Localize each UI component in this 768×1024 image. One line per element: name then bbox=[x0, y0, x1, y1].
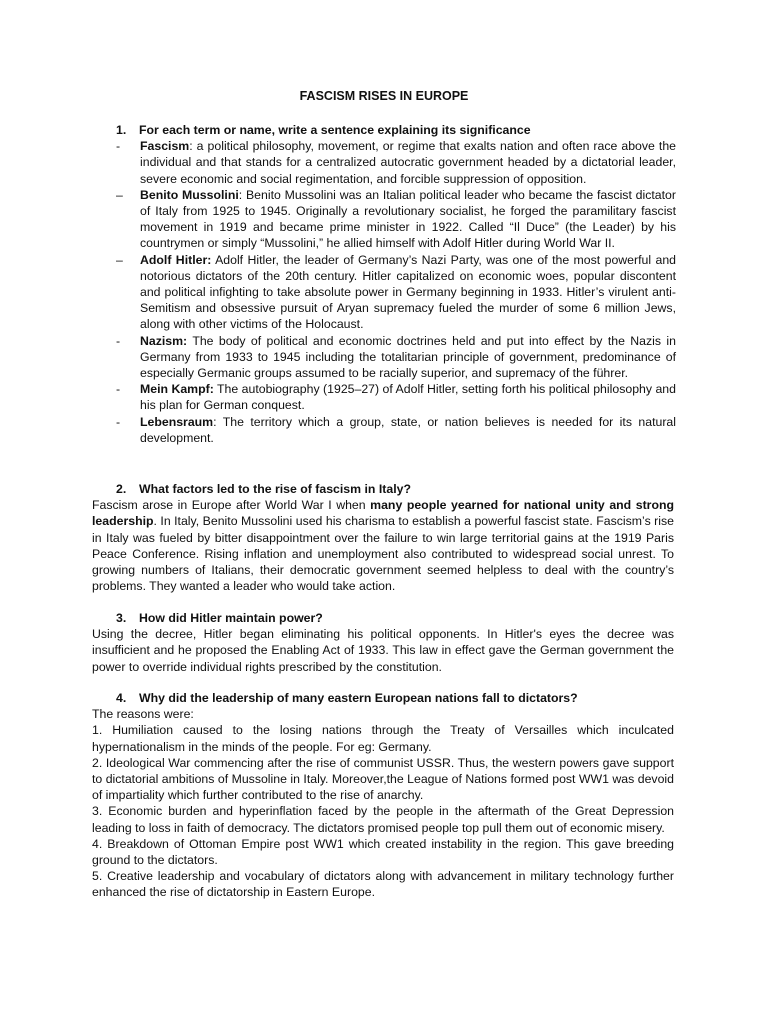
question-text: Why did the leadership of many eastern European nations fall to dictators? bbox=[139, 691, 578, 705]
question-text: How did Hitler maintain power? bbox=[139, 611, 323, 625]
term-list bbox=[116, 138, 676, 446]
question-3-answer: Using the decree, Hitler began eliminating his political opponents. In Hitler's eyes the decree was insufficient and he proposed the Enabling Act of 1933. This law in effect gave the German government the power to override individual rights prescribed by the constitution. bbox=[92, 627, 674, 674]
reason-item: 4. Breakdown of Ottoman Empire post WW1 which created instability in the region. This gave breeding ground to the dictators. bbox=[92, 836, 674, 868]
term-definition: Adolf Hitler, the leader of Germany’s Nazi Party, was one of the most powerful and notorious dictators of the 20th century. Hitler capitalized on economic woes, popular discontent and political infighting to take absolute power in Germany beginning in 1933. Hitler’s virulent anti-Semitism and obsessive pursuit of Aryan supremacy fueled the murder of some 6 million Jews, along with other victims of the Holocaust. bbox=[140, 252, 676, 332]
question-number: 3. bbox=[116, 611, 127, 625]
term-item-lebensraum: - Lebensraum: The territory which a group, state, or nation believes is needed for its natural development. bbox=[116, 414, 676, 445]
question-1 bbox=[116, 122, 676, 446]
document-title: FASCISM RISES IN EUROPE bbox=[299, 89, 469, 103]
term-name: Benito Mussolini bbox=[140, 187, 239, 202]
question-number: 4. bbox=[116, 691, 127, 705]
question-4-intro: The reasons were: bbox=[92, 707, 194, 722]
question-text: For each term or name, write a sentence explaining its significance bbox=[139, 123, 531, 137]
term-name: Adolf Hitler: bbox=[140, 252, 212, 267]
term-definition: Benito Mussolini was an Italian political leader who became the fascist dictator of Italy from 1925 to 1945. Originally a revolutionary socialist, he forged the paramilitary fascist movement in 1919 and became prime minister in 1922. Called “Il Duce” (the Leader) by his countrymen or simply “Mussolini,” he allied himself with Adolf Hitler during World War II. bbox=[140, 187, 676, 251]
term-name: Nazism: bbox=[140, 333, 188, 348]
reason-item: 3. Economic burden and hyperinflation faced by the people in the aftermath of the Great Depression leading to loss in faith of democracy. The dictators promised people top pull them out of economic misery. bbox=[92, 804, 674, 835]
reason-item: 1. Humiliation caused to the losing nations through the Treaty of Versailles which inculcated hypernationalism in the minds of the people. For eg: Germany. bbox=[92, 723, 674, 754]
question-4-heading bbox=[92, 690, 674, 706]
question-text: What factors led to the rise of fascism in Italy? bbox=[139, 482, 411, 496]
question-3 bbox=[92, 610, 674, 675]
term-item-hitler: – Adolf Hitler: Adolf Hitler, the leader of Germany’s Nazi Party, was one of the most powerful and notorious dictators of the 20th century. Hitler capitalized on economic woes, popular discontent and political infighting to take absolute power in Germany beginning in 1933. Hitler’s virulent anti-Semitism and obsessive pursuit of Aryan supremacy fueled the murder of some 6 million Jews, along with other victims of the Holocaust. bbox=[116, 252, 676, 332]
question-number: 1. bbox=[116, 123, 127, 137]
term-definition: The autobiography (1925–27) of Adolf Hitler, setting forth his political philosophy and his plan for German conquest. bbox=[140, 382, 676, 413]
term-definition: The territory which a group, state, or nation believes is needed for its natural development. bbox=[140, 414, 676, 445]
term-item-mussolini: – Benito Mussolini: Benito Mussolini was an Italian political leader who became the fascist dictator of Italy from 1925 to 1945. Originally a revolutionary socialist, he forged the paramilitary fascist movement in 1919 and became prime minister in 1922. Called “Il Duce” (the Leader) by his countrymen or simply “Mussolini,” he allied himself with Adolf Hitler during World War II. bbox=[116, 187, 676, 251]
term-name: Mein Kampf: bbox=[140, 382, 214, 397]
question-1-heading bbox=[116, 122, 676, 138]
question-number: 2. bbox=[116, 482, 127, 496]
term-item-fascism: - Fascism: a political philosophy, movement, or regime that exalts nation and often race above the individual and that stands for a centralized autocratic government headed by a dictatorial leader, severe economic and social regimentation, and forcible suppression of opposition. bbox=[116, 139, 676, 186]
question-4 bbox=[92, 690, 674, 901]
term-item-nazism: - Nazism: The body of political and economic doctrines held and put into effect by the Nazis in Germany from 1933 to 1945 including the totalitarian principle of government, predominance of especially Germanic groups assumed to be racially superior, and supremacy of the führer. bbox=[116, 333, 676, 381]
term-definition: a political philosophy, movement, or regime that exalts nation and often race above the individual and that stands for a centralized autocratic government headed by a dictatorial leader, severe economic and social regimentation, and forcible suppression of opposition. bbox=[140, 139, 676, 186]
question-2-answer: Fascism arose in Europe after World War I when many people yearned for national unity and strong leadership. In Italy, Benito Mussolini used his charisma to establish a powerful fascist state. Fascism’s rise in Italy was fueled by bitter disappointment over the failure to win large territorial gains at the 1919 Paris Peace Conference. Rising inflation and unemployment also contributed to widespread social unrest. To growing numbers of Italians, their democratic government seemed helpless to deal with the country’s problems. They wanted a leader who would take action. bbox=[92, 498, 674, 594]
term-definition: The body of political and economic doctrines held and put into effect by the Nazis in Germany from 1933 to 1945 including the totalitarian principle of government, predominance of especially Germanic groups assumed to be racially superior, and supremacy of the führer. bbox=[140, 333, 676, 381]
term-name: Fascism bbox=[140, 139, 190, 154]
term-name: Lebensraum bbox=[140, 414, 214, 429]
term-item-mein-kampf: - Mein Kampf: The autobiography (1925–27) of Adolf Hitler, setting forth his political philosophy and his plan for German conquest. bbox=[116, 382, 676, 413]
question-2-heading bbox=[92, 481, 674, 497]
reason-item: 2. Ideological War commencing after the rise of communist USSR. Thus, the western powers gave support to dictatorial ambitions of Mussoline in Italy. Moreover,the League of Nations formed post WW1 was devoid of impartiality which further contributed to the rise of anarchy. bbox=[92, 755, 674, 803]
reason-item: 5. Creative leadership and vocabulary of dictators along with advancement in military technology further enhanced the rise of dictatorship in Eastern Europe. bbox=[92, 869, 674, 900]
question-2 bbox=[92, 481, 674, 594]
question-3-heading bbox=[92, 610, 674, 626]
